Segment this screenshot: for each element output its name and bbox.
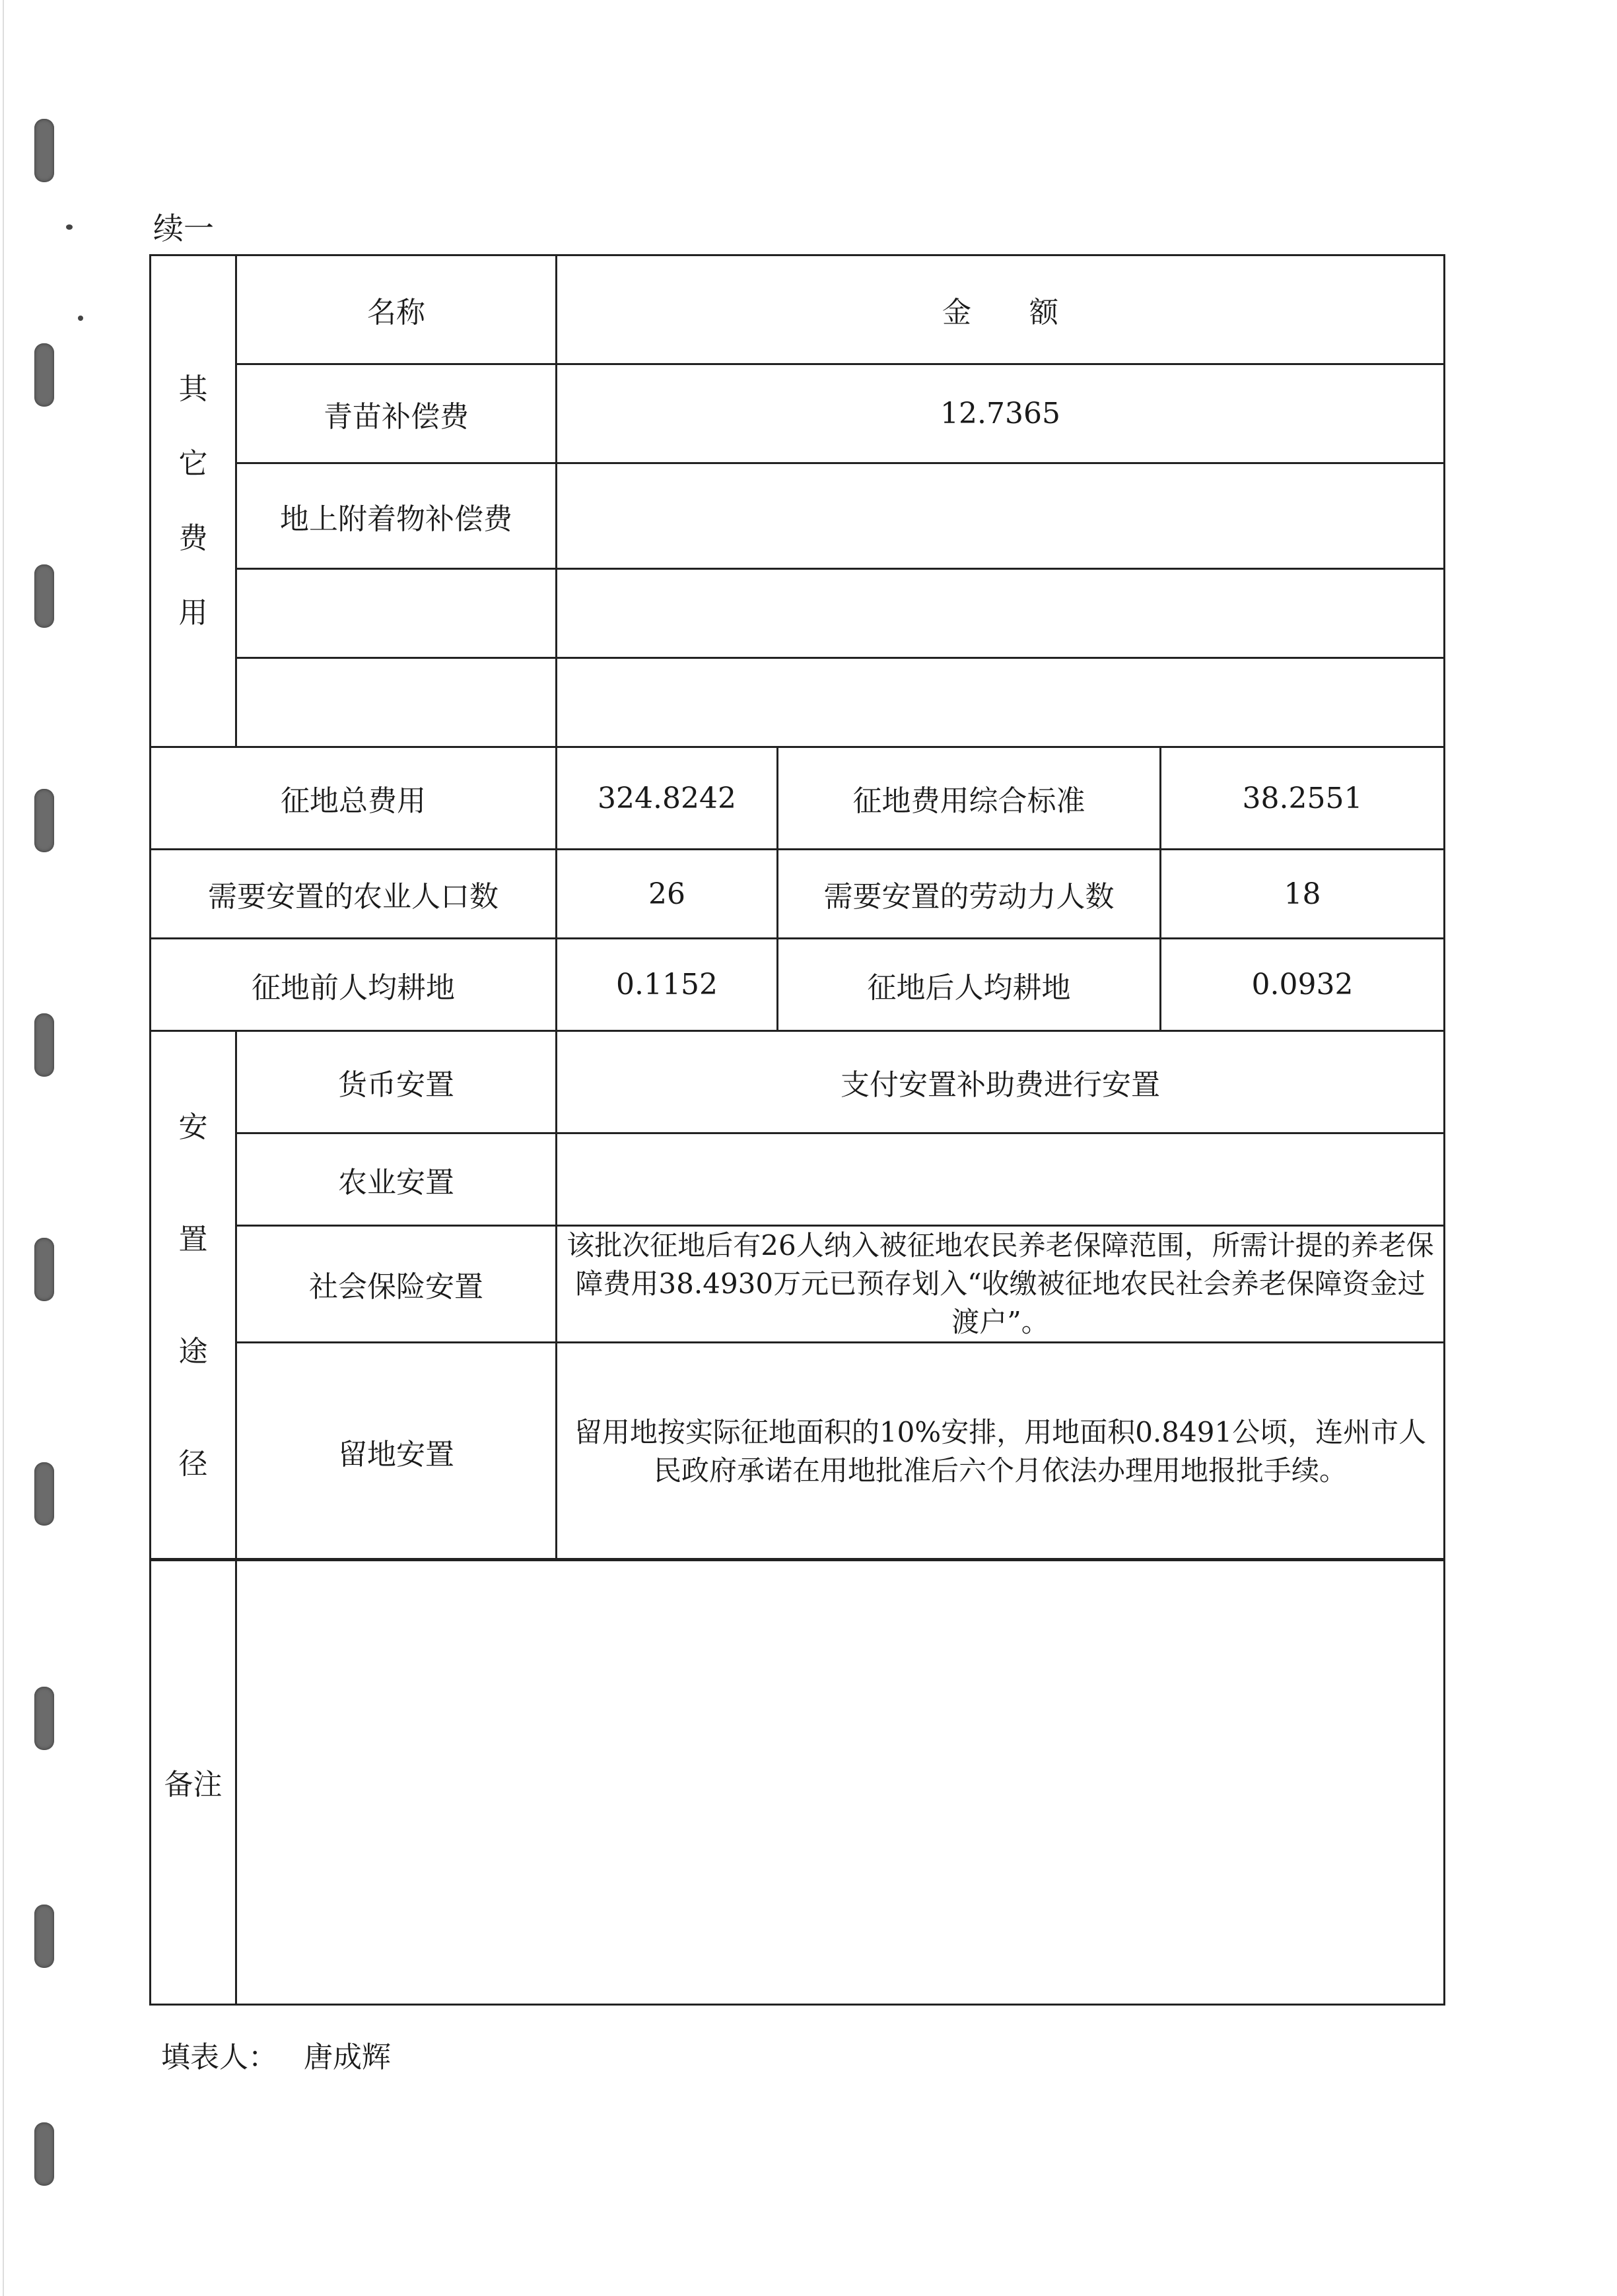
filler-label: 填表人：: [161, 2041, 277, 2074]
remarks-table: [149, 1558, 1445, 2006]
resettlement-name: 农业安置: [236, 1133, 557, 1226]
summary-value: 324.8242: [557, 747, 778, 850]
binding-hole: [34, 119, 54, 182]
summary-value: 18: [1161, 850, 1445, 939]
summary-table: [149, 746, 1445, 1032]
binding-hole: [34, 1687, 54, 1750]
resettlement-name: 留地安置: [236, 1343, 557, 1561]
binding-hole: [34, 343, 54, 407]
summary-label: 征地总费用: [151, 747, 557, 850]
binding-hole: [34, 1238, 54, 1301]
fee-name: [236, 658, 557, 747]
remarks-content: [236, 1559, 1445, 2005]
scan-speck: [66, 224, 73, 230]
resettlement-name: 社会保险安置: [236, 1226, 557, 1343]
binding-hole: [34, 564, 54, 628]
resettlement-content: 支付安置补助费进行安置: [557, 1031, 1445, 1133]
page-edge: [3, 0, 4, 2296]
fee-amount: [557, 569, 1445, 658]
binding-hole: [34, 1013, 54, 1077]
fee-name: [236, 569, 557, 658]
page-caption: 续一: [153, 211, 214, 246]
summary-value: 0.0932: [1161, 939, 1445, 1031]
binding-hole: [34, 1905, 54, 1968]
resettlement-table: [149, 1030, 1445, 1561]
other-fees-group-label: 其 它 费 用: [151, 255, 236, 747]
resettlement-content: 该批次征地后有26人纳入被征地农民养老保障范围，所需计提的养老保障费用38.4930万元已预存划入“收缴被征地农民社会养老保障资金过渡户”。: [557, 1226, 1445, 1343]
header-name: 名称: [236, 255, 557, 364]
fee-amount: [557, 463, 1445, 569]
fee-amount: 12.7365: [557, 364, 1445, 463]
summary-label: 需要安置的劳动力人数: [778, 850, 1161, 939]
filler-name: 唐成辉: [304, 2041, 391, 2074]
fee-name: 青苗补偿费: [236, 364, 557, 463]
fee-name: 地上附着物补偿费: [236, 463, 557, 569]
resettlement-name: 货币安置: [236, 1031, 557, 1133]
resettlement-content: [557, 1133, 1445, 1226]
remarks-label: 备注: [151, 1559, 236, 2005]
summary-label: 征地前人均耕地: [151, 939, 557, 1031]
binding-hole: [34, 2122, 54, 2186]
summary-label: 需要安置的农业人口数: [151, 850, 557, 939]
resettlement-content: 留用地按实际征地面积的10%安排，用地面积0.8491公顷，连州市人民政府承诺在用地批准后六个月依法办理用地报批手续。: [557, 1343, 1445, 1561]
resettlement-group-label: 安 置 途 径: [151, 1031, 236, 1561]
header-amount: 金 额: [557, 255, 1445, 364]
binding-hole: [34, 1462, 54, 1526]
other-fees-table: [149, 254, 1445, 748]
summary-label: 征地费用综合标准: [778, 747, 1161, 850]
summary-value: 0.1152: [557, 939, 778, 1031]
binding-hole: [34, 789, 54, 852]
summary-label: 征地后人均耕地: [778, 939, 1161, 1031]
summary-value: 26: [557, 850, 778, 939]
form-filler: [161, 2033, 417, 2076]
scan-speck: [78, 316, 83, 321]
fee-amount: [557, 658, 1445, 747]
summary-value: 38.2551: [1161, 747, 1445, 850]
